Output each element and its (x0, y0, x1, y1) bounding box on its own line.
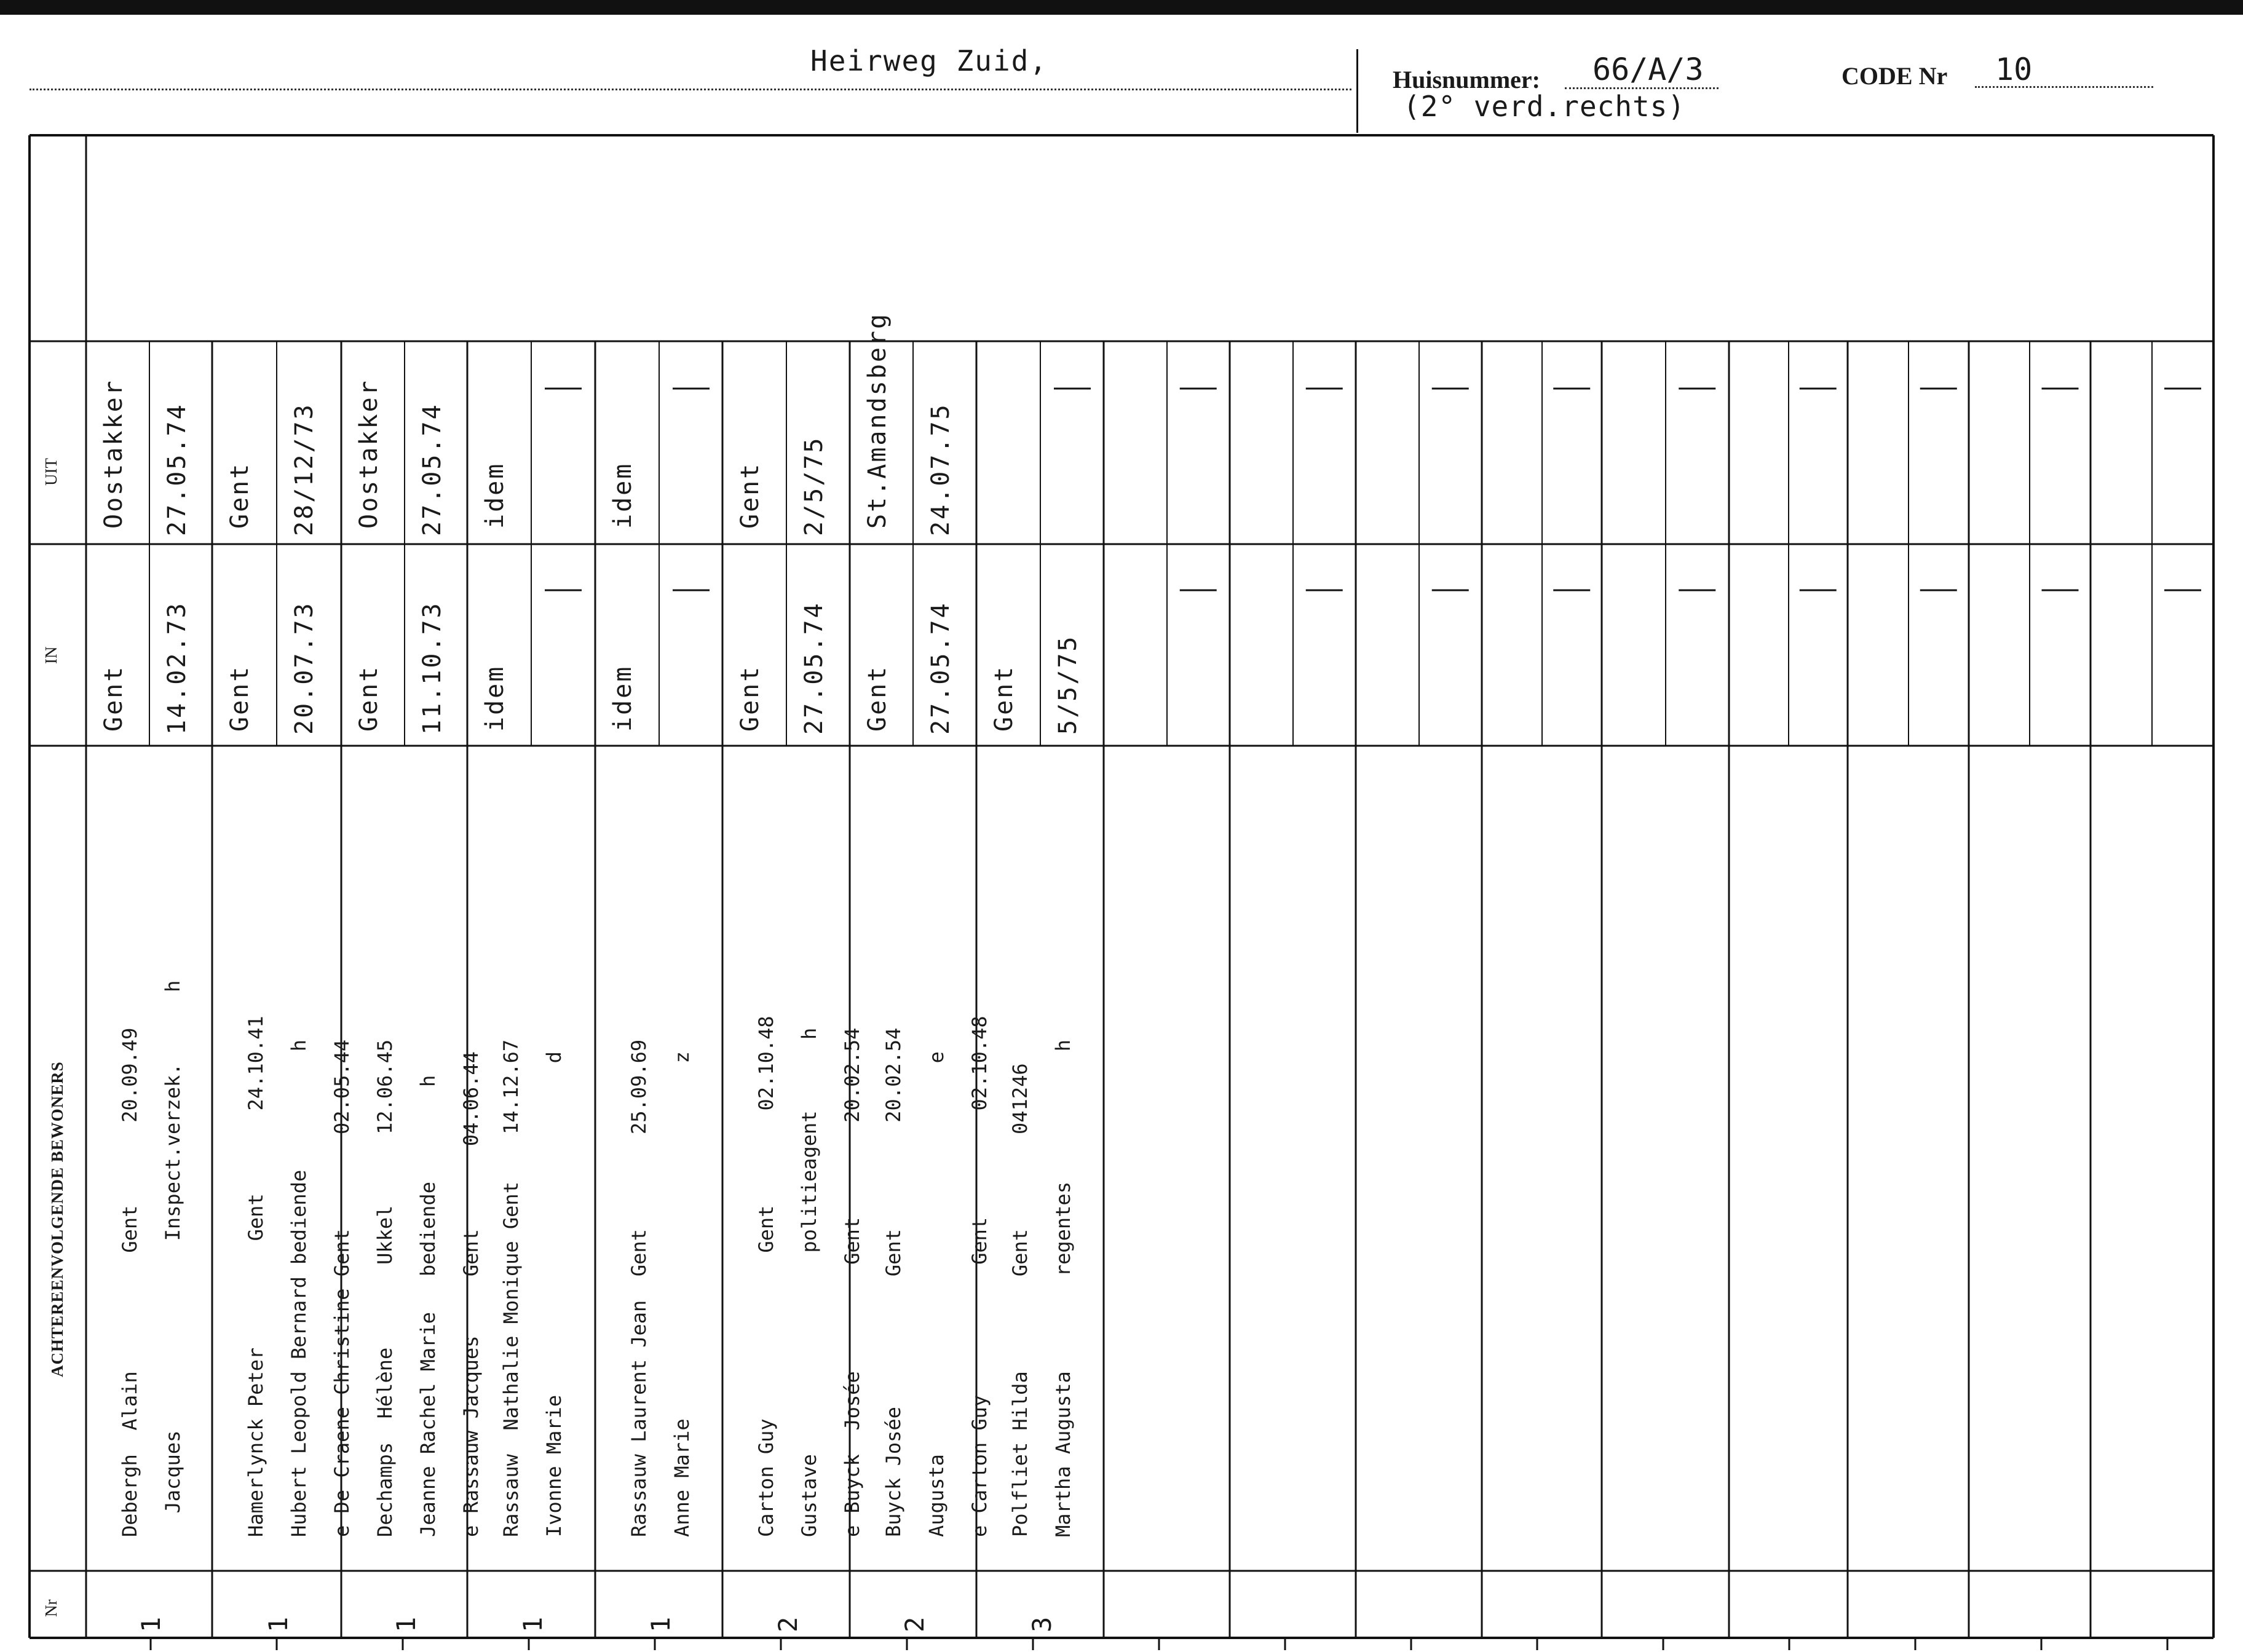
resident-record: Polfliet Hilda Gent 041246 Martha Augusta regentes h (1008, 1039, 1075, 1537)
nr-column-label: Nr (42, 1599, 60, 1617)
entry-number: 2 (772, 1616, 803, 1632)
uit-place: idem (609, 462, 637, 529)
uit-place: Gent (736, 462, 764, 529)
resident-record: Dechamps Hélène Ukkel 12.06.45 Jeanne Rachel Marie bediende h e Rassauw Jacques Gent 04.06.44 (373, 1039, 483, 1537)
in-date: 11.10.73 (418, 601, 446, 735)
uit-place: Gent (226, 462, 254, 529)
uit-date: 24.07.75 (927, 403, 955, 536)
resident-record: Carton Guy Gent 02.10.48 Gustave politieagent h e Buyck Josée Gent 20.02.54 (754, 1016, 864, 1537)
entry-number: 1 (135, 1616, 166, 1632)
house-number-label: Huisnummer: (1393, 66, 1540, 93)
in-place: idem (609, 665, 637, 732)
code-label: CODE Nr (1841, 62, 1948, 90)
resident-record: Buyck Josée Gent 20.02.54 Augusta e e Carton Guy Gent 02.10.48 (882, 1016, 991, 1537)
bewoners-column-label: ACHTEREENVOLGENDE BEWONERS (48, 1061, 66, 1377)
uit-date: 27.05.74 (163, 403, 191, 536)
code-value: 10 (1995, 52, 2033, 87)
in-place: Gent (990, 665, 1018, 732)
uit-place: St.Amandsberg (863, 312, 892, 529)
entry-number: 1 (390, 1616, 421, 1632)
resident-record: Rassauw Laurent Jean Gent 25.09.69 Anne Marie z (627, 1039, 694, 1537)
uit-place: Oostakker (355, 379, 383, 529)
in-place: Gent (100, 665, 128, 732)
entry-number: 1 (645, 1616, 676, 1632)
in-place: Gent (736, 665, 764, 732)
entry-number: 1 (263, 1616, 293, 1632)
resident-record: Rassauw Nathalie Monique Gent 14.12.67 Ivonne Marie d (499, 1039, 566, 1537)
resident-record: Hamerlynck Peter Gent 24.10.41 Hubert Leopold Bernard bediende h e De Craene Christine Gent 02.05.44 (244, 1016, 354, 1537)
in-column-label: IN (42, 646, 60, 664)
in-place: Gent (226, 665, 254, 732)
house-number-note: (2° verd.rechts) (1403, 90, 1686, 123)
uit-date: 27.05.74 (418, 403, 446, 536)
in-date: 27.05.74 (927, 601, 955, 735)
in-place: idem (481, 665, 509, 732)
uit-place: idem (481, 462, 509, 529)
entry-number: 1 (518, 1616, 548, 1632)
in-date: 5/5/75 (1054, 634, 1082, 735)
house-number-value: 66/A/3 (1592, 52, 1704, 87)
resident-record: Debergh Alain Gent 20.09.49 Jacques Inspect.verzek. h (118, 980, 184, 1537)
uit-date: 28/12/73 (290, 403, 318, 536)
street-name: Heirweg Zuid, (810, 44, 1048, 77)
uit-place: Oostakker (100, 379, 128, 529)
in-date: 20.07.73 (290, 601, 318, 735)
uit-date: 2/5/75 (800, 436, 828, 536)
in-date: 27.05.74 (800, 601, 828, 735)
in-place: Gent (863, 665, 892, 732)
in-date: 14.02.73 (163, 601, 191, 735)
uit-column-label: UIT (42, 458, 60, 486)
in-place: Gent (355, 665, 383, 732)
entry-number: 2 (900, 1616, 930, 1632)
entry-number: 3 (1026, 1616, 1057, 1632)
